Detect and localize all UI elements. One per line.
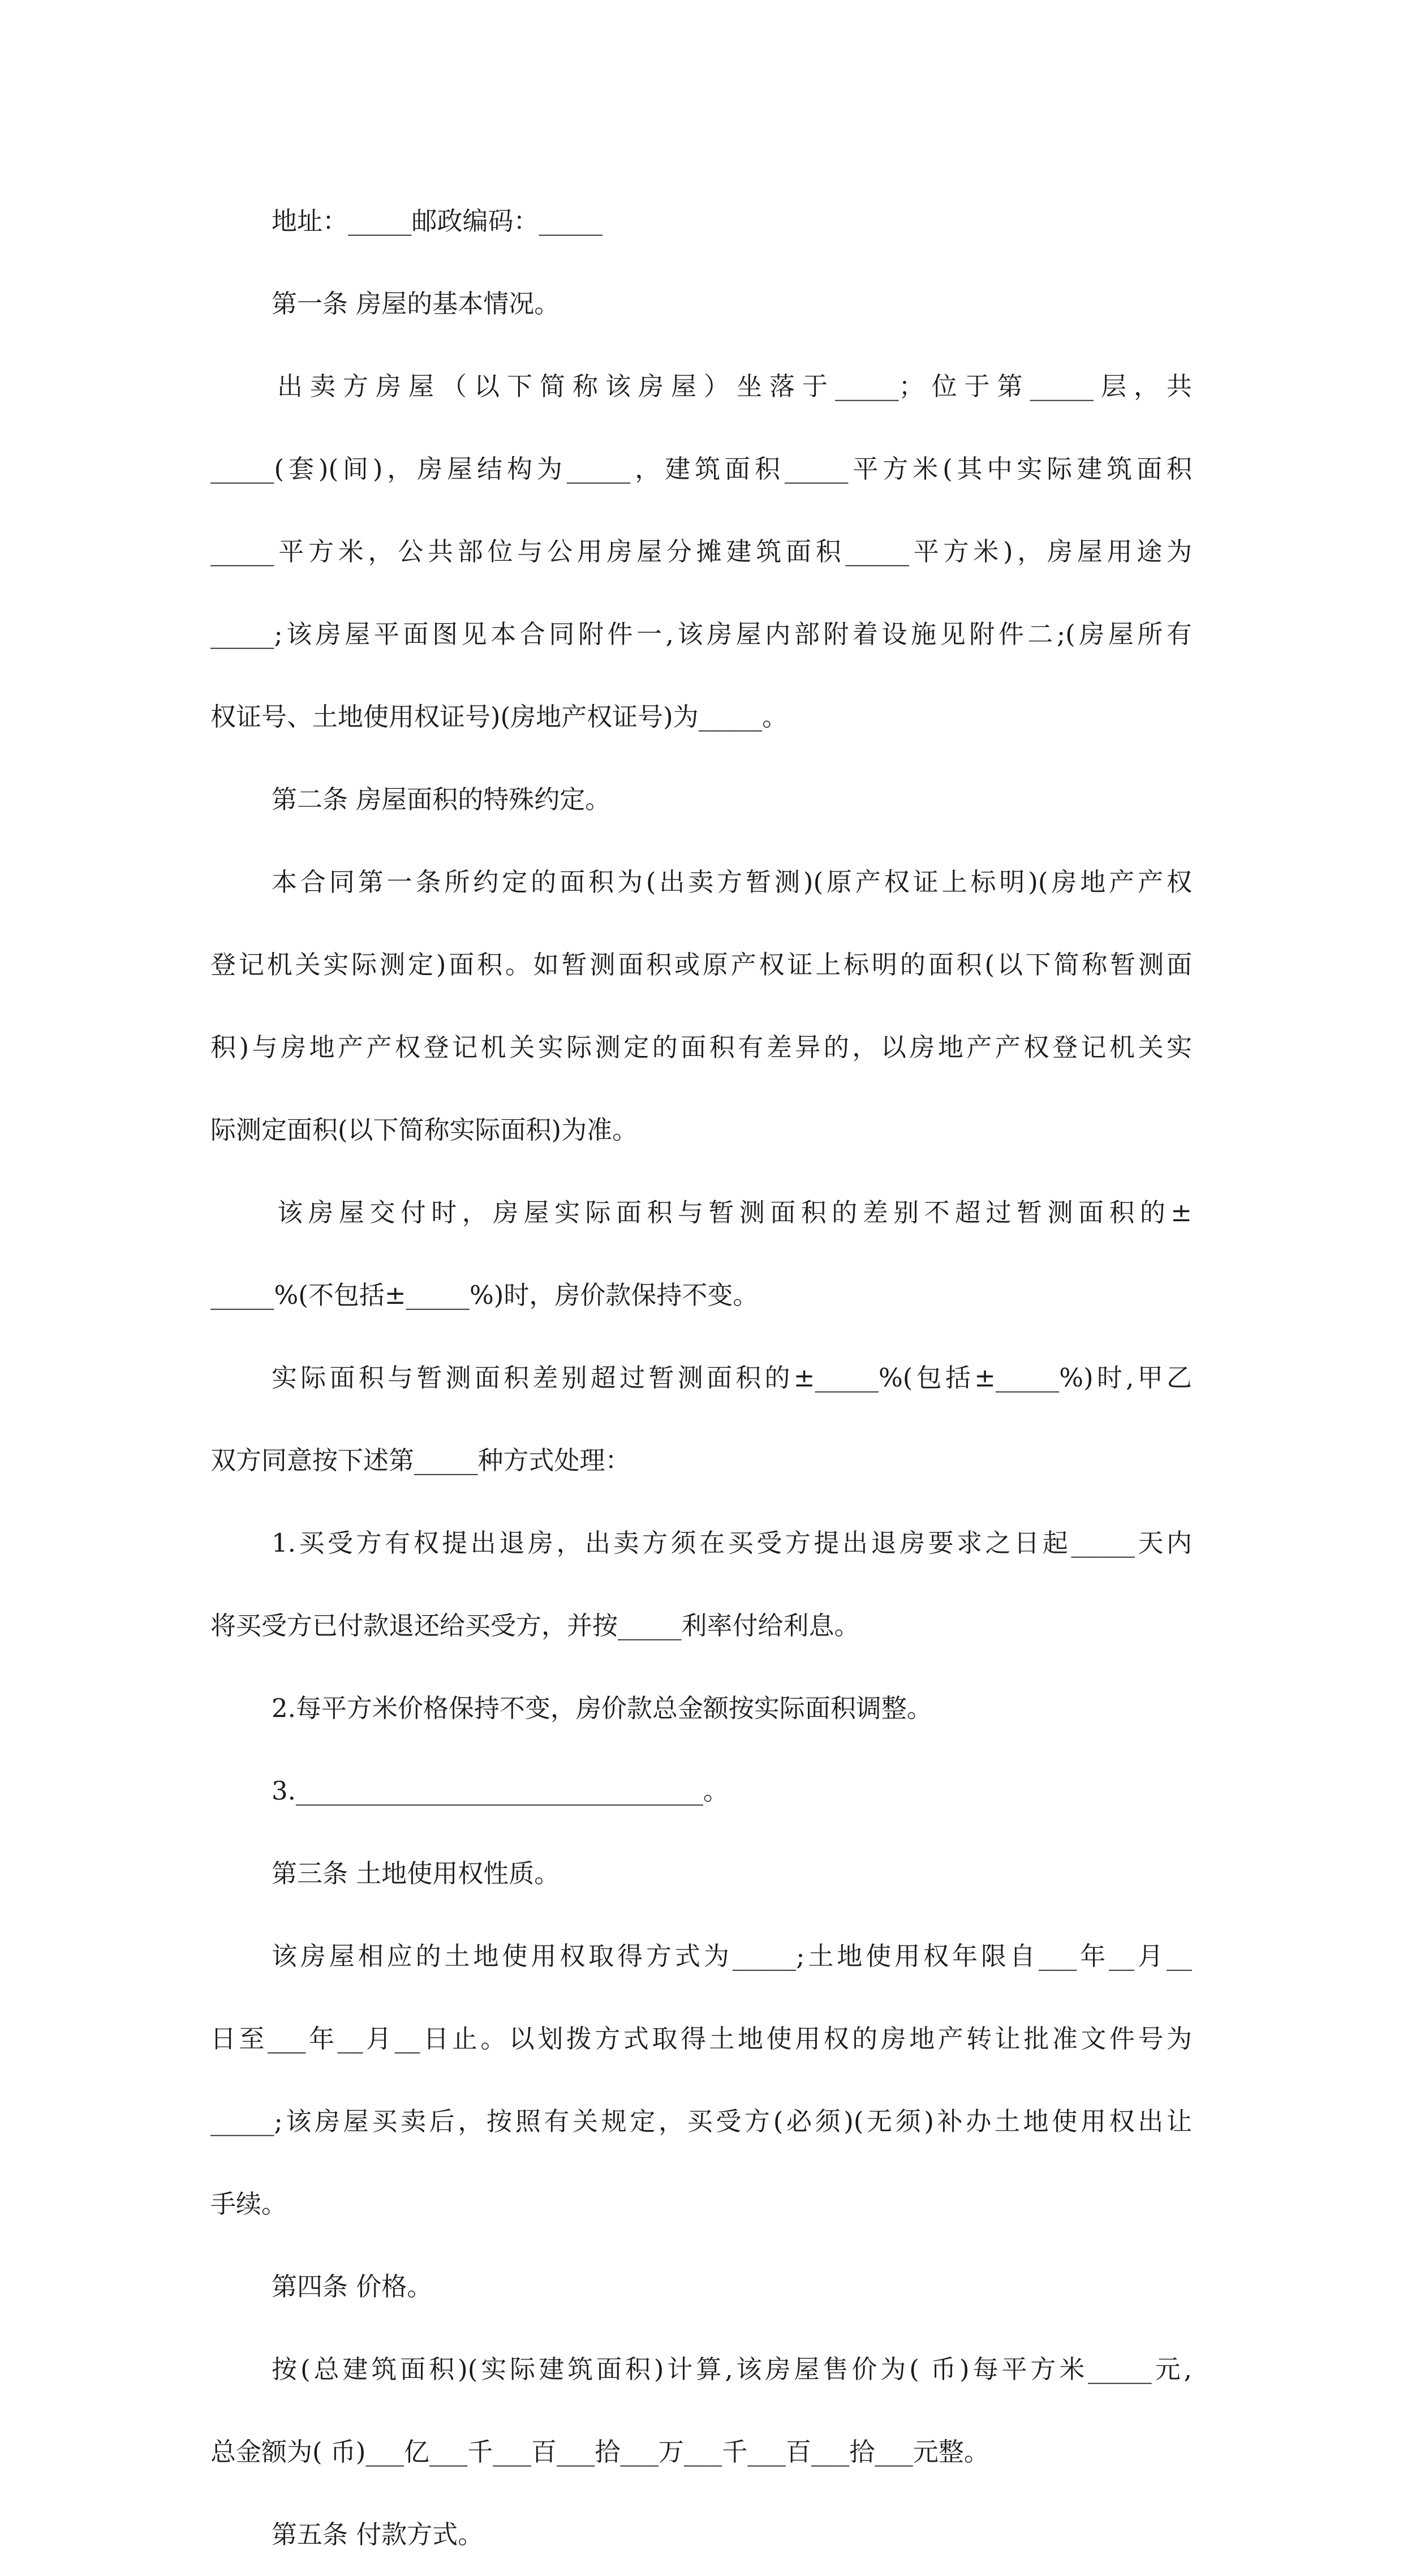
article-4-heading: 第四条 价格。 [272, 2272, 433, 2302]
address-line: 地址：_____邮政编码：_____ [272, 206, 603, 236]
article-1-paragraph-line: 出卖方房屋（以下简称该房屋）坐落于_____；位于第_____层，共 [277, 371, 1192, 401]
article-2-paragraph-line: 本合同第一条所约定的面积为(出卖方暂测)(原产权证上标明)(房地产产权 [272, 867, 1192, 897]
article-4-paragraph-line: 总金额为( 币)___亿___千___百___拾___万___千___百___拾___元整。 [210, 2437, 989, 2467]
article-1-paragraph-line: _____(套)(间)，房屋结构为_____，建筑面积_____平方米(其中实际建筑面积 [210, 454, 1192, 484]
article-3-heading: 第三条 土地使用权性质。 [272, 1858, 560, 1888]
article-2-paragraph-line: 际测定面积(以下简称实际面积)为准。 [210, 1115, 638, 1145]
article-2-paragraph-line: 积)与房地产产权登记机关实际测定的面积有差异的，以房地产产权登记机关实 [210, 1032, 1192, 1062]
option-1-line: 1.买受方有权提出退房，出卖方须在买受方提出退房要求之日起_____天内 [272, 1528, 1192, 1558]
article-2-paragraph-line: 登记机关实际测定)面积。如暂测面积或原产权证上标明的面积(以下简称暂测面 [210, 950, 1192, 980]
article-3-paragraph-line: 该房屋相应的土地使用权取得方式为_____;土地使用权年限自___年__月__ [272, 1941, 1192, 1971]
article-1-paragraph-line: _____平方米，公共部位与公用房屋分摊建筑面积_____平方米)，房屋用途为 [210, 536, 1192, 566]
article-2-paragraph-line: 该房屋交付时，房屋实际面积与暂测面积的差别不超过暂测面积的± [277, 1197, 1192, 1227]
article-2-paragraph-line: 双方同意按下述第_____种方式处理： [210, 1445, 631, 1475]
article-4-paragraph-line: 按(总建筑面积)(实际建筑面积)计算,该房屋售价为( 币)每平方米_____元, [272, 2354, 1192, 2384]
article-3-paragraph-line: 日至___年__月__日止。以划拨方式取得土地使用权的房地产转让批准文件号为 [210, 2024, 1192, 2054]
article-3-paragraph-line: _____;该房屋买卖后，按照有关规定，买受方(必须)(无须)补办土地使用权出让 [210, 2106, 1192, 2136]
article-5-heading: 第五条 付款方式。 [272, 2519, 484, 2549]
article-2-paragraph-line: 实际面积与暂测面积差别超过暂测面积的±_____%(包括±_____%)时,甲乙 [272, 1363, 1192, 1393]
article-2-heading: 第二条 房屋面积的特殊约定。 [272, 784, 611, 814]
article-1-paragraph-line: 权证号、土地使用权证号)(房地产权证号)为_____。 [210, 702, 788, 732]
option-3-line: 3.________________________________。 [272, 1776, 729, 1806]
option-1-line: 将买受方已付款退还给买受方，并按_____利率付给利息。 [210, 1611, 860, 1641]
contract-text [210, 180, 1192, 2576]
article-1-paragraph-line: _____;该房屋平面图见本合同附件一,该房屋内部附着设施见附件二;(房屋所有 [210, 619, 1192, 649]
article-3-paragraph-line: 手续。 [210, 2189, 287, 2219]
option-2-line: 2.每平方米价格保持不变，房价款总金额按实际面积调整。 [272, 1693, 932, 1723]
article-1-heading: 第一条 房屋的基本情况。 [272, 289, 560, 319]
article-2-paragraph-line: _____%(不包括±_____%)时，房价款保持不变。 [210, 1280, 759, 1310]
